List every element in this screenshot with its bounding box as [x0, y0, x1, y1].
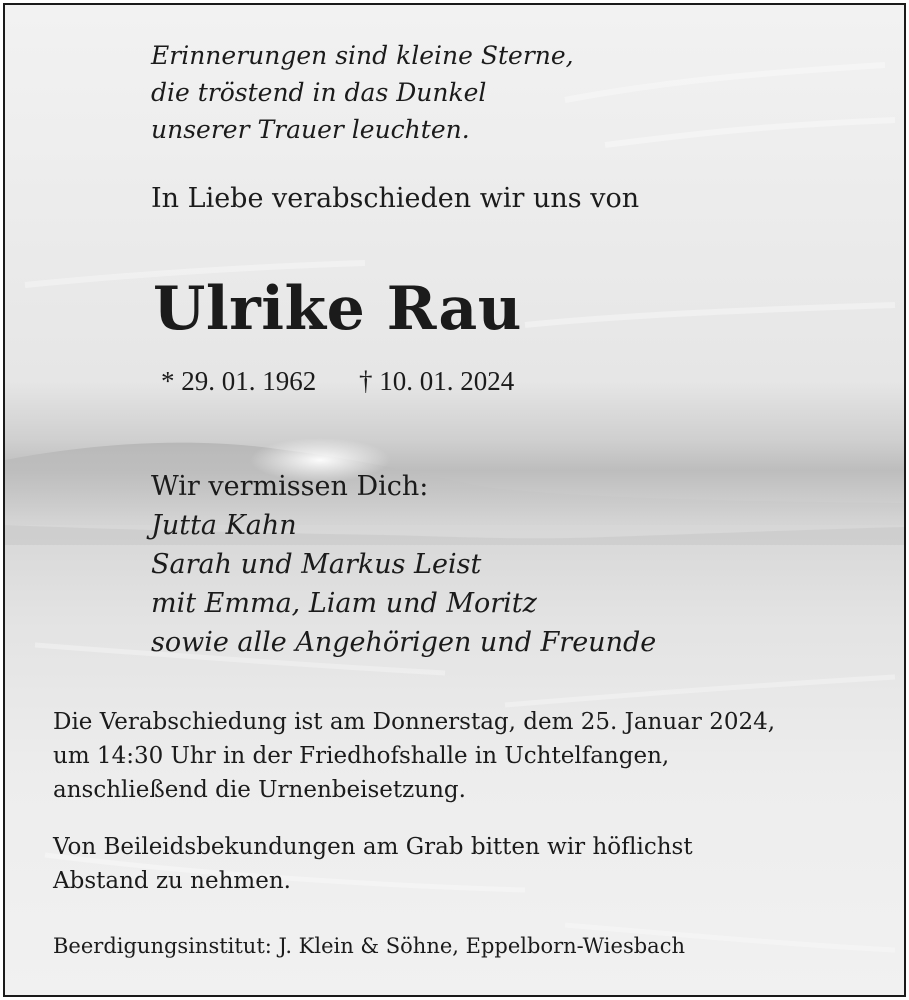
poem-line: die tröstend in das Dunkel: [151, 78, 487, 107]
condolence-line: Von Beileidsbekundungen am Grab bitten wir höflichst: [53, 834, 693, 860]
birth-date: * 29. 01. 1962: [161, 366, 317, 396]
condolence-note: [53, 830, 693, 898]
service-info: [53, 705, 775, 807]
poem-line: Erinnerungen sind kleine Sterne,: [151, 41, 574, 70]
mourner-name: sowie alle Angehörigen und Freunde: [151, 627, 657, 658]
mourner-name: Jutta Kahn: [151, 510, 297, 541]
condolence-line: Abstand zu nehmen.: [53, 868, 291, 894]
intro-text: In Liebe verabschieden wir uns von: [151, 183, 640, 214]
poem-line: unserer Trauer leuchten.: [151, 115, 470, 144]
obituary-notice: [3, 3, 906, 997]
mourner-name: mit Emma, Liam und Moritz: [151, 588, 537, 619]
service-line: anschließend die Urnenbeisetzung.: [53, 777, 466, 803]
mourner-name: Sarah und Markus Leist: [151, 549, 482, 580]
life-dates: [161, 361, 514, 401]
deceased-name: Ulrike Rau: [153, 274, 522, 344]
mourners-heading: Wir vermissen Dich:: [151, 471, 429, 502]
mourners-list: [151, 467, 656, 662]
service-line: Die Verabschiedung ist am Donnerstag, dem 25. Januar 2024,: [53, 709, 776, 735]
service-line: um 14:30 Uhr in der Friedhofshalle in Uchtelfangen,: [53, 743, 670, 769]
poem: [151, 37, 574, 148]
death-date: † 10. 01. 2024: [359, 366, 515, 396]
funeral-home: Beerdigungsinstitut: J. Klein & Söhne, Eppelborn-Wiesbach: [53, 934, 685, 958]
